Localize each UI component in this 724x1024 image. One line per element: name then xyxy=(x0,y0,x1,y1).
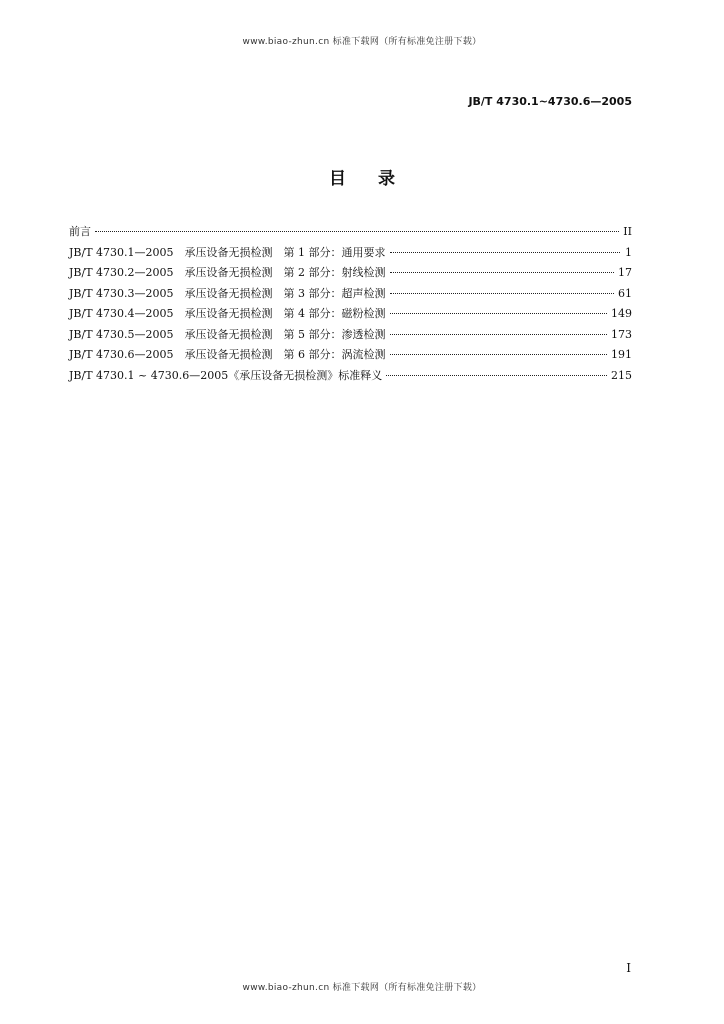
toc-entry-page: 191 xyxy=(611,348,632,361)
toc-entry-label: JB/T 4730.2—2005 承压设备无损检测 第 2 部分：射线检测 xyxy=(69,266,386,279)
toc-entry-label: JB/T 4730.6—2005 承压设备无损检测 第 6 部分：涡流检测 xyxy=(69,348,386,361)
toc-leader-dots xyxy=(390,272,614,273)
toc-entry-part-1[interactable] xyxy=(69,243,632,264)
toc-leader-dots xyxy=(390,313,607,314)
toc-leader-dots xyxy=(390,354,607,355)
toc-leader-dots xyxy=(386,375,607,376)
toc-entry-interpretation[interactable] xyxy=(69,366,632,387)
toc-entry-part-4[interactable] xyxy=(69,304,632,325)
toc-entry-preface[interactable] xyxy=(69,222,632,243)
toc-leader-dots xyxy=(95,231,619,232)
toc-entry-label: JB/T 4730.1 ~ 4730.6—2005《承压设备无损检测》标准释义 xyxy=(69,368,383,382)
toc-title: 目录 xyxy=(329,169,427,189)
toc-entry-part-2[interactable] xyxy=(69,263,632,284)
document-code: JB/T 4730.1~4730.6—2005 xyxy=(468,95,632,108)
toc-entry-label: JB/T 4730.4—2005 承压设备无损检测 第 4 部分：磁粉检测 xyxy=(69,307,386,320)
toc-entry-label: JB/T 4730.1—2005 承压设备无损检测 第 1 部分：通用要求 xyxy=(69,245,386,259)
page-number: I xyxy=(626,961,631,975)
toc-entry-part-3[interactable] xyxy=(69,284,632,305)
toc-entry-page: II xyxy=(623,225,632,238)
watermark-top: www.biao-zhun.cn 标准下载网（所有标准免注册下载） xyxy=(242,37,482,47)
toc-leader-dots xyxy=(390,252,620,253)
toc-entry-page: 1 xyxy=(625,245,632,259)
toc-entry-label: 前言 xyxy=(69,225,91,238)
toc-entry-page: 173 xyxy=(611,327,632,341)
toc-entry-page: 61 xyxy=(618,286,632,300)
toc-entry-page: 17 xyxy=(618,266,632,279)
toc-entry-label: JB/T 4730.3—2005 承压设备无损检测 第 3 部分：超声检测 xyxy=(69,286,386,300)
toc-leader-dots xyxy=(390,293,614,294)
toc-entry-page: 149 xyxy=(611,307,632,320)
toc-entry-part-6[interactable] xyxy=(69,345,632,366)
toc-entry-part-5[interactable] xyxy=(69,325,632,346)
toc-entry-label: JB/T 4730.5—2005 承压设备无损检测 第 5 部分：渗透检测 xyxy=(69,327,386,341)
toc-leader-dots xyxy=(390,334,607,335)
table-of-contents xyxy=(69,222,632,386)
watermark-bottom: www.biao-zhun.cn 标准下载网（所有标准免注册下载） xyxy=(242,983,482,993)
toc-entry-page: 215 xyxy=(611,368,632,382)
